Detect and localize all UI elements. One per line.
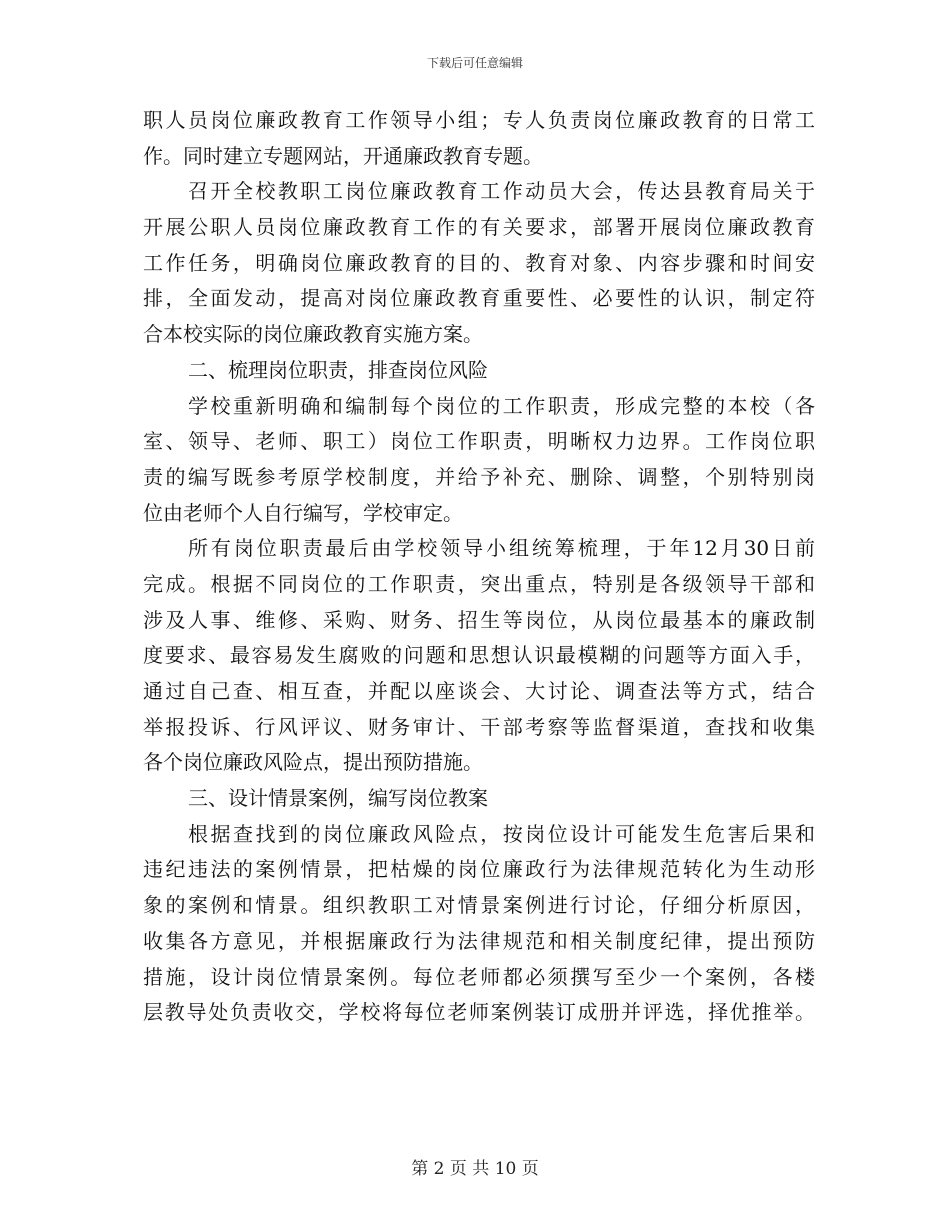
text-line: 度要求、最容易发生腐败的问题和思想认识最模糊的问题等方面入手， — [143, 643, 815, 668]
text-line: 室、领导、老师、职工）岗位工作职责，明晰权力边界。工作岗位职 — [143, 429, 815, 454]
text-line: 二、梳理岗位职责，排查岗位风险 — [188, 357, 488, 382]
text-line: 举报投诉、行风评议、财务审计、干部考察等监督渠道，查找和收集 — [143, 714, 815, 739]
document-body — [143, 103, 815, 1031]
text-line: 责的编写既参考原学校制度，并给予补充、删除、调整，个别特别岗 — [143, 464, 815, 489]
page-number-footer: 第 2 页 共 10 页 — [411, 1159, 539, 1179]
text-line: 措施，设计岗位情景案例。每位老师都必须撰写至少一个案例，各楼 — [143, 964, 815, 989]
text-line: 涉及人事、维修、采购、财务、招生等岗位，从岗位最基本的廉政制 — [143, 607, 815, 632]
text-line: 作。同时建立专题网站，开通廉政教育专题。 — [143, 143, 543, 168]
text-line: 召开全校教职工岗位廉政教育工作动员大会，传达县教育局关于 — [188, 179, 815, 204]
text-line: 根据查找到的岗位廉政风险点，按岗位设计可能发生危害后果和 — [188, 821, 815, 846]
text-line: 通过自己查、相互查，并配以座谈会、大讨论、调查法等方式，结合 — [143, 679, 815, 703]
text-line: 所有岗位职责最后由学校领导小组统筹梳理，于年12月30日前 — [188, 536, 815, 561]
text-line: 违纪违法的案例情景，把枯燥的岗位廉政行为法律规范转化为生动形 — [143, 857, 815, 882]
text-line: 各个岗位廉政风险点，提出预防措施。 — [143, 750, 483, 775]
text-line: 三、设计情景案例，编写岗位教案 — [188, 786, 488, 811]
text-line: 职人员岗位廉政教育工作领导小组；专人负责岗位廉政教育的日常工 — [143, 108, 815, 132]
text-line: 象的案例和情景。组织教职工对情景案例进行讨论，仔细分析原因， — [143, 893, 815, 918]
text-line: 开展公职人员岗位廉政教育工作的有关要求，部署开展岗位廉政教育 — [143, 215, 815, 240]
text-line: 合本校实际的岗位廉政教育实施方案。 — [143, 322, 483, 347]
text-line: 学校重新明确和编制每个岗位的工作职责，形成完整的本校（各 — [188, 393, 815, 418]
text-line: 位由老师个人自行编写，学校审定。 — [143, 500, 463, 525]
text-line: 收集各方意见，并根据廉政行为法律规范和相关制度纪律，提出预防 — [143, 928, 815, 953]
text-line: 排，全面发动，提高对岗位廉政教育重要性、必要性的认识，制定符 — [143, 286, 815, 311]
text-line: 工作任务，明确岗位廉政教育的目的、教育对象、内容步骤和时间安 — [143, 250, 815, 275]
header-note: 下载后可任意编辑 — [426, 56, 523, 70]
text-line: 完成。根据不同岗位的工作职责，突出重点，特别是各级领导干部和 — [143, 571, 815, 596]
text-line: 层教导处负责收交，学校将每位老师案例装订成册并评选，择优推举。 — [143, 1000, 815, 1025]
